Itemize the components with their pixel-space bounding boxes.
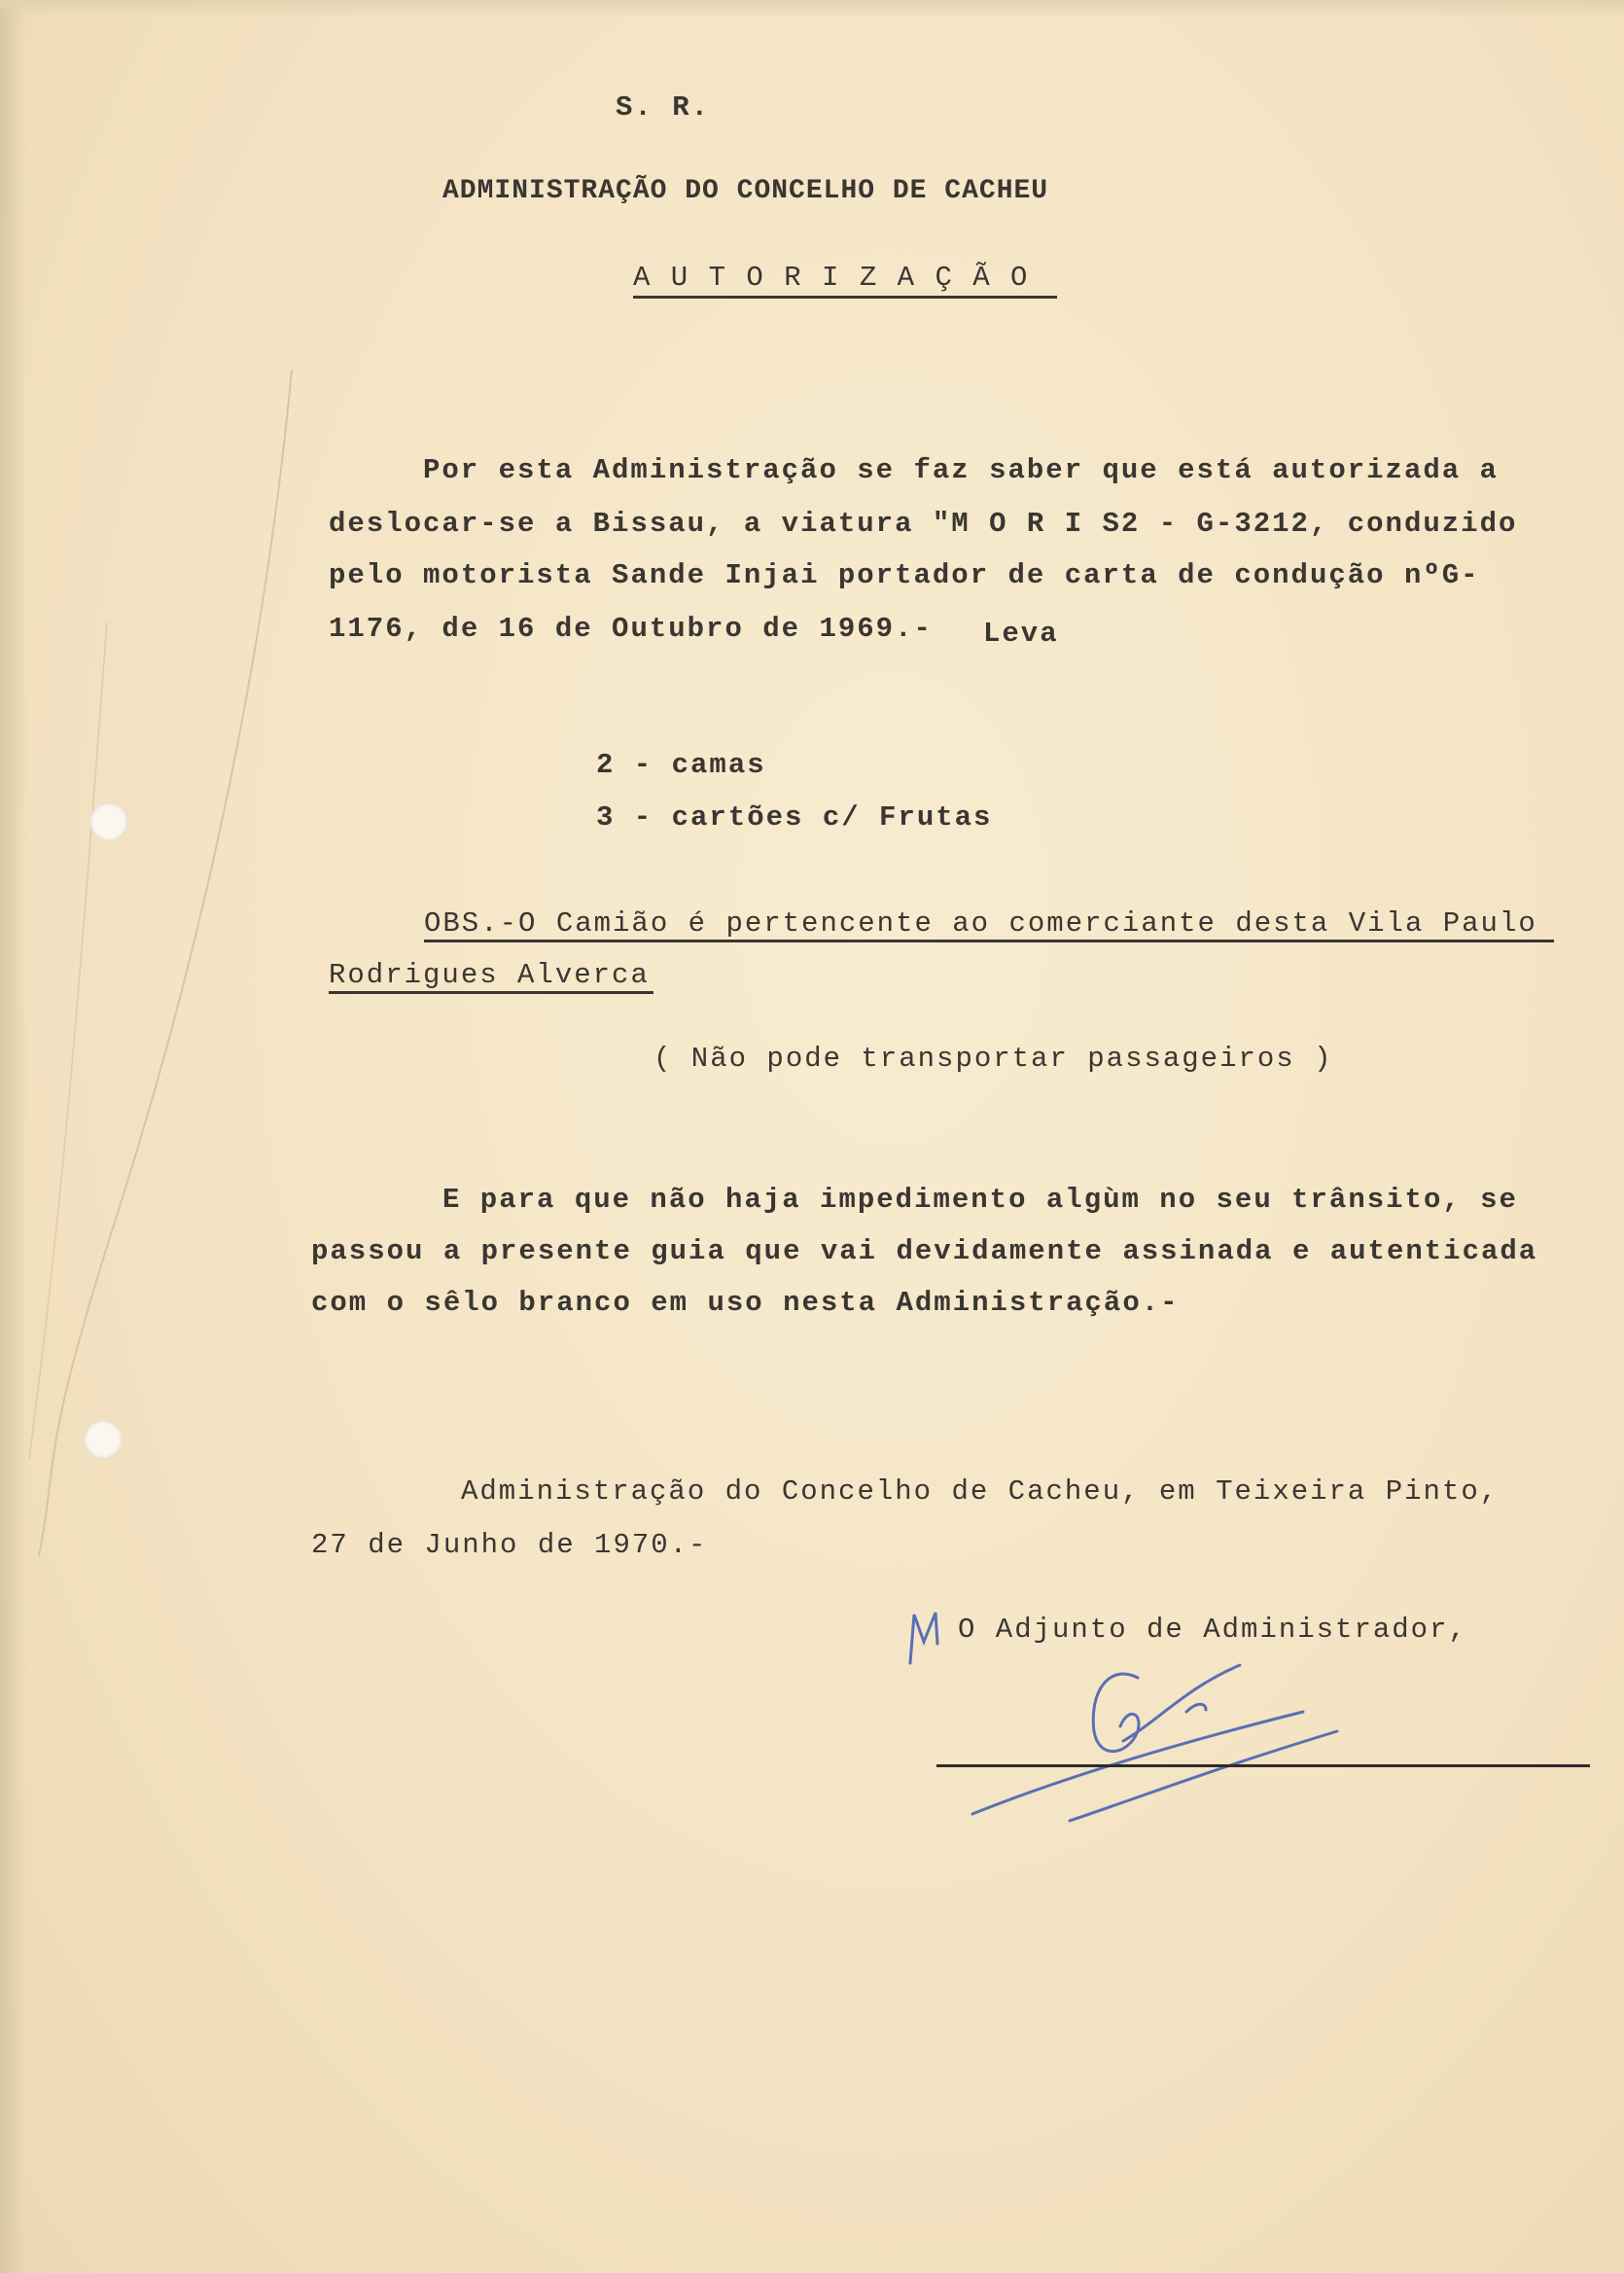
body-line-2: deslocar-se a Bissau, a viatura "M O R I S2 - G-3212, conduzido bbox=[329, 508, 1518, 540]
signature-line bbox=[936, 1764, 1590, 1767]
cargo-item-2: 3 - cartões c/ Frutas bbox=[596, 801, 993, 834]
body-line-4: 1176, de 16 de Outubro de 1969.- bbox=[329, 613, 933, 645]
page-edge-shadow bbox=[0, 0, 27, 2273]
observation-line-1: OBS.-O Camião é pertencente ao comerciante desta Vila Paulo bbox=[424, 907, 1537, 940]
header-initials: S. R. bbox=[616, 91, 711, 124]
observation-underline-2 bbox=[329, 991, 653, 994]
body-line-3: pelo motorista Sande Injai portador de carta de condução nºG- bbox=[329, 559, 1480, 591]
punch-hole-top bbox=[89, 802, 128, 841]
closing-line-3: com o sêlo branco em uso nesta Administração.- bbox=[311, 1287, 1180, 1319]
paper-crease bbox=[0, 0, 389, 2273]
page-top-shadow bbox=[0, 0, 1624, 18]
observation-underline-1 bbox=[424, 940, 1554, 942]
title-underline bbox=[633, 296, 1057, 299]
place-date-line-1: Administração do Concelho de Cacheu, em Teixeira Pinto, bbox=[461, 1475, 1500, 1508]
signatory-role: O Adjunto de Administrador, bbox=[958, 1614, 1467, 1646]
body-line-4-tail: Leva bbox=[983, 618, 1059, 650]
closing-line-1: E para que não haja impedimento algùm no seu trânsito, se bbox=[442, 1184, 1518, 1216]
observation-note: ( Não pode transportar passageiros ) bbox=[653, 1043, 1333, 1075]
closing-line-2: passou a presente guia que vai devidamente assinada e autenticada bbox=[311, 1235, 1538, 1267]
place-date-line-2: 27 de Junho de 1970.- bbox=[311, 1529, 708, 1561]
cargo-item-1: 2 - camas bbox=[596, 749, 766, 781]
document-title: A U T O R I Z A Ç Ã O bbox=[633, 262, 1030, 294]
body-line-1: Por esta Administração se faz saber que está autorizada a bbox=[423, 454, 1499, 486]
handwritten-signature bbox=[895, 1595, 1381, 1838]
office-heading: ADMINISTRAÇÃO DO CONCELHO DE CACHEU bbox=[442, 176, 1049, 206]
punch-hole-bottom bbox=[84, 1420, 123, 1459]
observation-line-2: Rodrigues Alverca bbox=[329, 959, 650, 991]
